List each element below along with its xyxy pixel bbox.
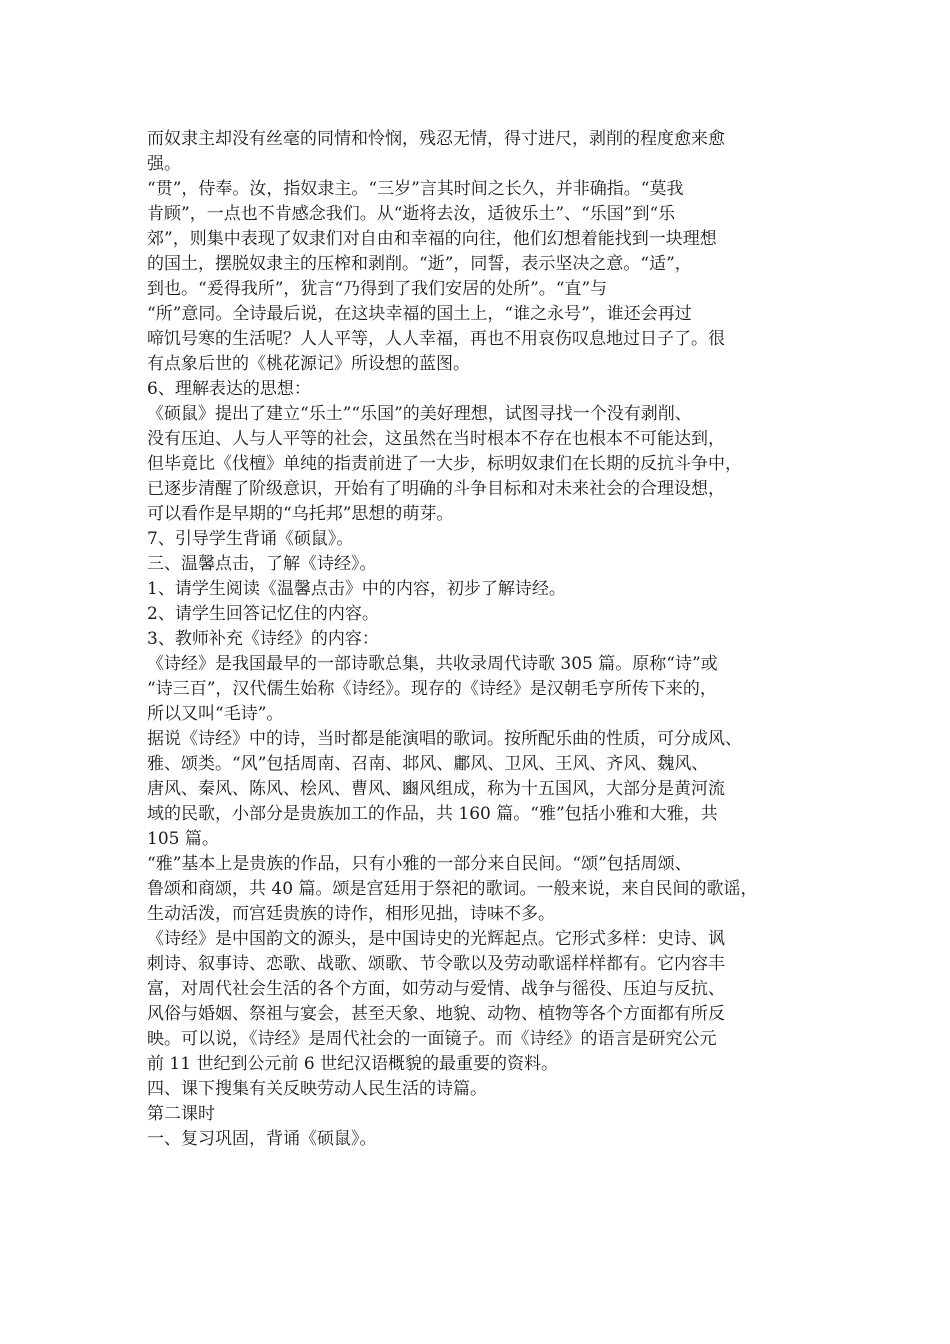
text-line: 刺诗、叙事诗、恋歌、战歌、颂歌、节令歌以及劳动歌谣样样都有。它内容丰 <box>147 954 725 974</box>
text-line: “贯”，侍奉。汝，指奴隶主。“三岁”言其时间之长久，并非确指。“莫我 <box>147 179 684 199</box>
text-line: 《诗经》是我国最早的一部诗歌总集，共收录周代诗歌 305 篇。原称“诗”或 <box>147 654 718 674</box>
list-item: 2、请学生回答记忆住的内容。 <box>147 604 379 624</box>
text-line: 的国土，摆脱奴隶主的压榨和剥削。“逝”，同誓，表示坚决之意。“适”， <box>147 254 692 274</box>
text-line: 风俗与婚姻、祭祖与宴会，甚至天象、地貌、动物、植物等各个方面都有所反 <box>147 1004 725 1024</box>
text-line: 强。 <box>147 154 181 174</box>
section-heading: 四、课下搜集有关反映劳动人民生活的诗篇。 <box>147 1079 487 1099</box>
text-line: 富，对周代社会生活的各个方面，如劳动与爱情、战争与徭役、压迫与反抗、 <box>147 979 725 999</box>
text-line: 映。可以说，《诗经》是周代社会的一面镜子。而《诗经》的语言是研究公元 <box>147 1029 717 1049</box>
document-body <box>147 127 807 1152</box>
list-item: 3、教师补充《诗经》的内容： <box>147 629 379 649</box>
text-line: 郊”，则集中表现了奴隶们对自由和幸福的向往，他们幻想着能找到一块理想 <box>147 229 717 249</box>
text-line: 已逐步清醒了阶级意识，开始有了明确的斗争目标和对未来社会的合理设想， <box>147 479 725 499</box>
text-line: 没有压迫、人与人平等的社会，这虽然在当时根本不存在也根本不可能达到， <box>147 429 725 449</box>
text-line: “所”意同。全诗最后说，在这块幸福的国土上，“谁之永号”，谁还会再过 <box>147 304 692 324</box>
text-line: 到也。“爰得我所”，犹言“乃得到了我们安居的处所”。“直”与 <box>147 279 608 299</box>
text-line: 所以又叫“毛诗”。 <box>147 704 284 724</box>
section-heading: 7、引导学生背诵《硕鼠》。 <box>147 529 354 549</box>
text-line: 雅、颂类。“风”包括周南、召南、邶风、鄘风、卫风、王风、齐风、魏风、 <box>147 754 709 774</box>
text-line: 《硕鼠》提出了建立“乐土”“乐国”的美好理想，试图寻找一个没有剥削、 <box>147 404 692 424</box>
text-line: 105 篇。 <box>147 829 219 849</box>
text-line: 肯顾”，一点也不肯感念我们。从“逝将去汝，适彼乐土”、“乐国”到“乐 <box>147 204 676 224</box>
text-line: 但毕竟比《伐檀》单纯的指责前进了一大步，标明奴隶们在长期的反抗斗争中， <box>147 454 742 474</box>
section-heading: 第二课时 <box>147 1104 215 1124</box>
section-heading: 6、理解表达的思想： <box>147 379 311 399</box>
text-line: 生动活泼，而宫廷贵族的诗作，相形见拙，诗味不多。 <box>147 904 555 924</box>
text-line: “雅”基本上是贵族的作品，只有小雅的一部分来自民间。“颂”包括周颂、 <box>147 854 692 874</box>
text-line: 可以看作是早期的“乌托邦”思想的萌芽。 <box>147 504 454 524</box>
text-line: “诗三百”，汉代儒生始称《诗经》。现存的《诗经》是汉朝毛亨所传下来的， <box>147 679 717 699</box>
text-line: 《诗经》是中国韵文的源头，是中国诗史的光辉起点。它形式多样：史诗、讽 <box>147 929 725 949</box>
text-line: 有点象后世的《桃花源记》所设想的蓝图。 <box>147 354 470 374</box>
text-line: 啼饥号寒的生活呢？人人平等，人人幸福，再也不用哀伤叹息地过日子了。很 <box>147 329 725 349</box>
text-line: 域的民歌，小部分是贵族加工的作品，共 160 篇。“雅”包括小雅和大雅，共 <box>147 804 718 824</box>
section-heading: 一、复习巩固，背诵《硕鼠》。 <box>147 1129 377 1149</box>
section-heading: 三、温馨点击，了解《诗经》。 <box>147 554 377 574</box>
text-line: 唐风、秦风、陈风、桧风、曹风、豳风组成，称为十五国风，大部分是黄河流 <box>147 779 725 799</box>
text-line: 据说《诗经》中的诗，当时都是能演唱的歌词。按所配乐曲的性质，可分成风、 <box>147 729 742 749</box>
text-line: 鲁颂和商颂，共 40 篇。颂是宫廷用于祭祀的歌词。一般来说，来自民间的歌谣， <box>147 879 758 899</box>
text-line: 而奴隶主却没有丝毫的同情和怜悯，残忍无情，得寸进尺，剥削的程度愈来愈 <box>147 129 725 149</box>
list-item: 1、请学生阅读《温馨点击》中的内容，初步了解诗经。 <box>147 579 566 599</box>
text-line: 前 11 世纪到公元前 6 世纪汉语概貌的最重要的资料。 <box>147 1054 559 1074</box>
